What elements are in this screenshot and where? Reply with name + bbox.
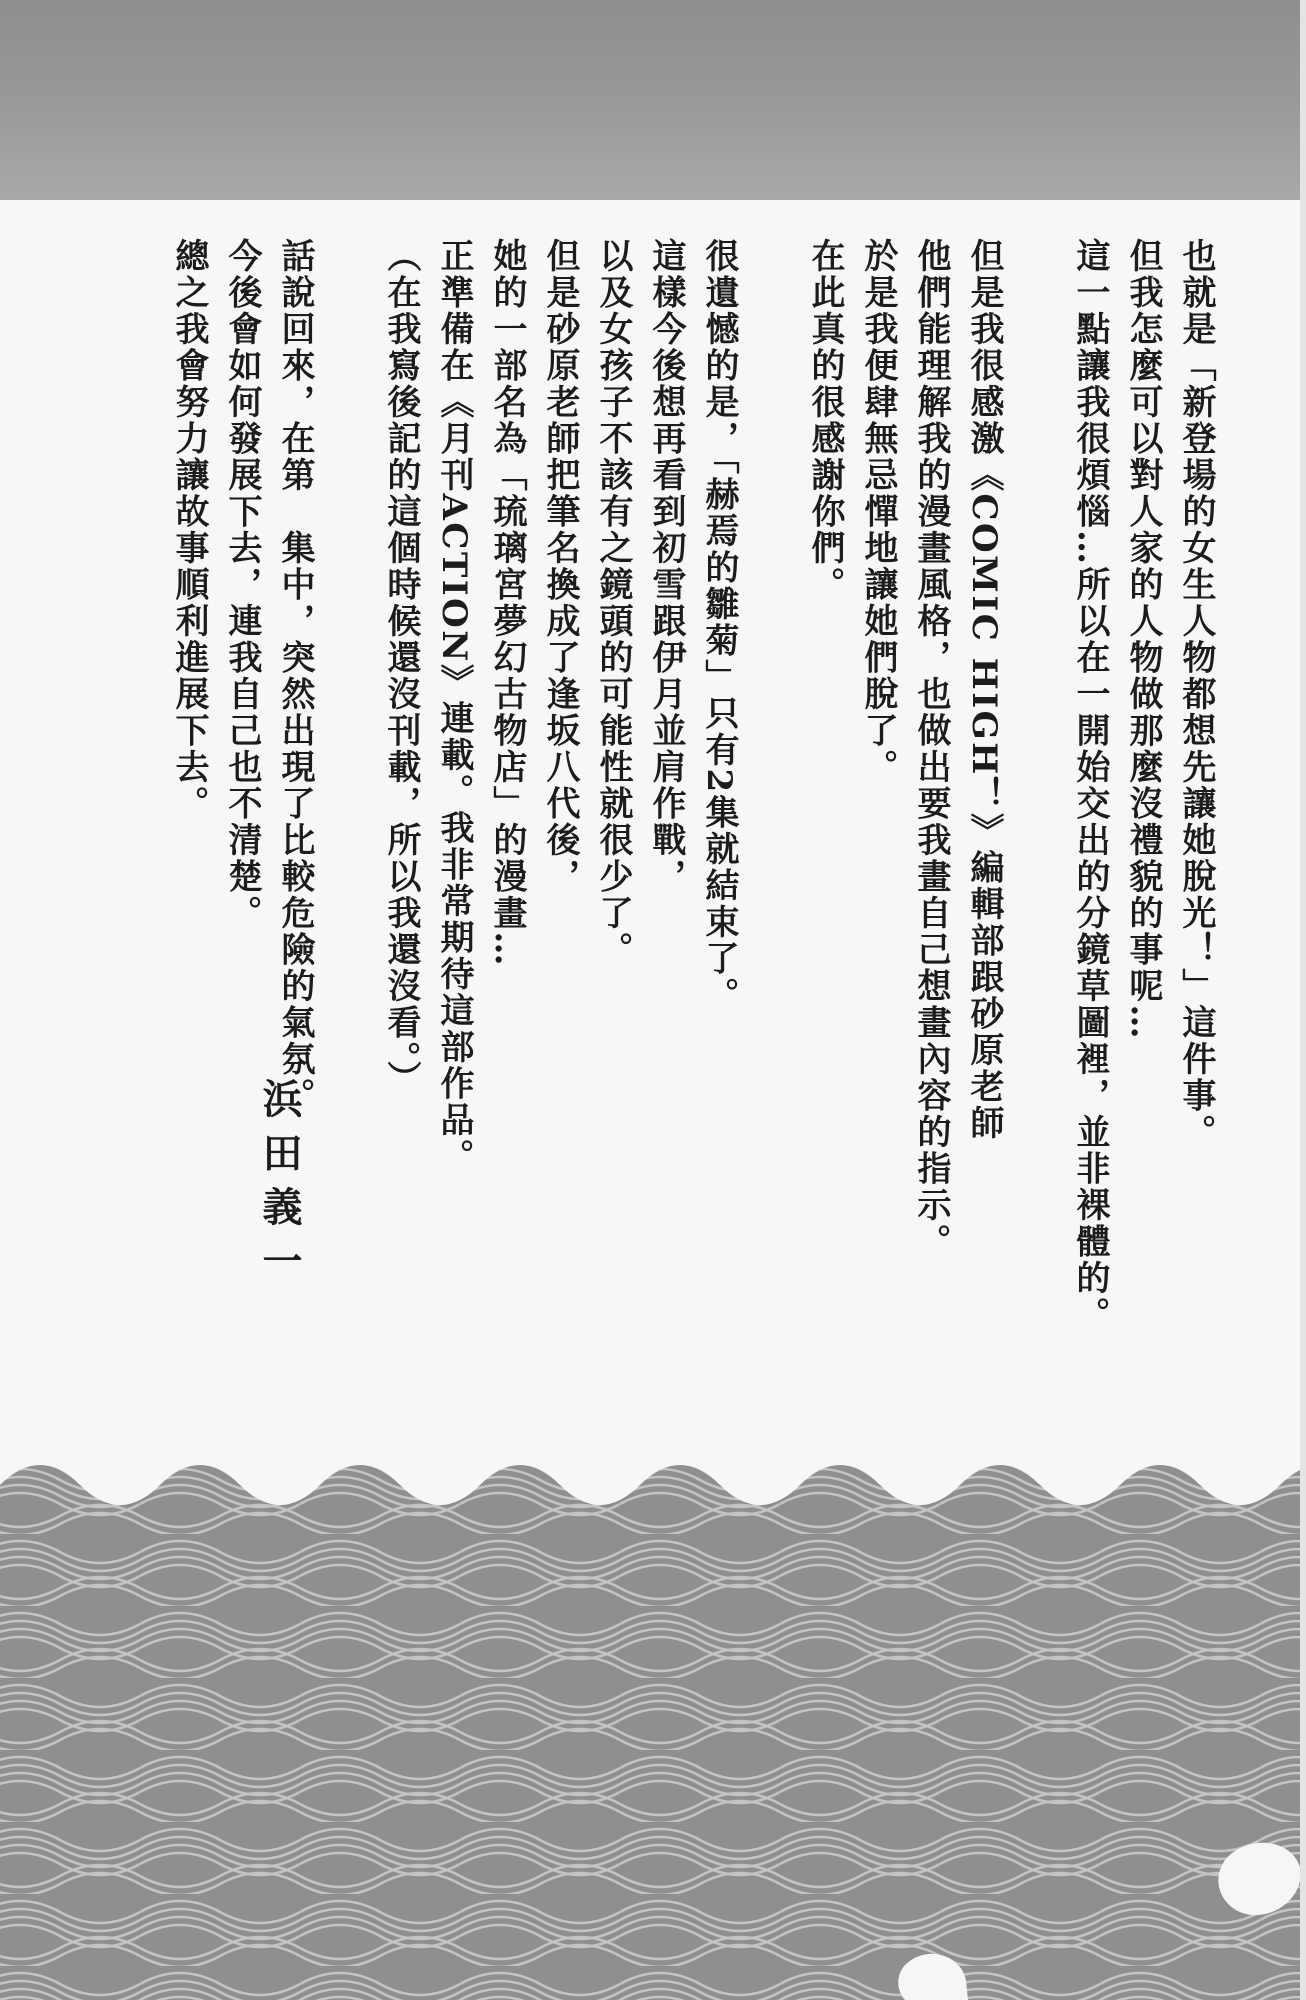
text-column: 這一點讓我很煩惱…所以在一開始交出的分鏡草圖裡，並非裸體的。 xyxy=(1070,238,1110,1333)
text-column: 在此真的很感謝你們。 xyxy=(805,238,845,603)
text-column: 總之我會努力讓故事順利進展下去。 xyxy=(169,238,209,822)
text-column: 很遺憾的是，「赫焉的雛菊」只有2集就結束了。 xyxy=(699,238,739,1014)
text-column: 話說回來，在第 集中，突然出現了比較危險的氣氛。 xyxy=(275,238,315,1114)
text-column: 但是我很感激《COMIC HIGH！》編輯部跟砂原老師 xyxy=(964,238,1004,1142)
text-column: 她的一部名為「琉璃宮夢幻古物店」的漫畫… xyxy=(487,238,527,968)
page-edge xyxy=(1300,0,1306,2000)
wave-pattern xyxy=(0,1405,1306,2000)
text-column: 他們能理解我的漫畫風格，也做出要我畫自己想畫內容的指示。 xyxy=(911,238,951,1260)
text-column: 於是我便肆無忌憚地讓她們脫了。 xyxy=(858,238,898,786)
text-column: （在我寫後記的這個時候還沒刊載，所以我還沒看。） xyxy=(381,238,421,1097)
text-column: 也就是「新登場的女生人物都想先讓她脫光！」這件事。 xyxy=(1176,238,1216,1151)
text-column: 正準備在《月刊ACTION》連載。我非常期待這部作品。 xyxy=(434,238,474,1175)
text-column: 這樣今後想再看到初雪跟伊月並肩作戰， xyxy=(646,238,686,895)
text-column: 今後會如何發展下去，連我自己也不清楚。 xyxy=(222,238,262,932)
author-signature: 浜田義一 xyxy=(256,1078,303,1294)
text-column: 以及女孩子不該有之鏡頭的可能性就很少了。 xyxy=(593,238,633,968)
text-column: 但我怎麼可以對人家的人物做那麼沒禮貌的事呢… xyxy=(1123,238,1163,1041)
text-column: 但是砂原老師把筆名換成了逢坂八代後， xyxy=(540,238,580,895)
top-gray-band xyxy=(0,0,1306,200)
afterword-text xyxy=(140,238,1230,1358)
